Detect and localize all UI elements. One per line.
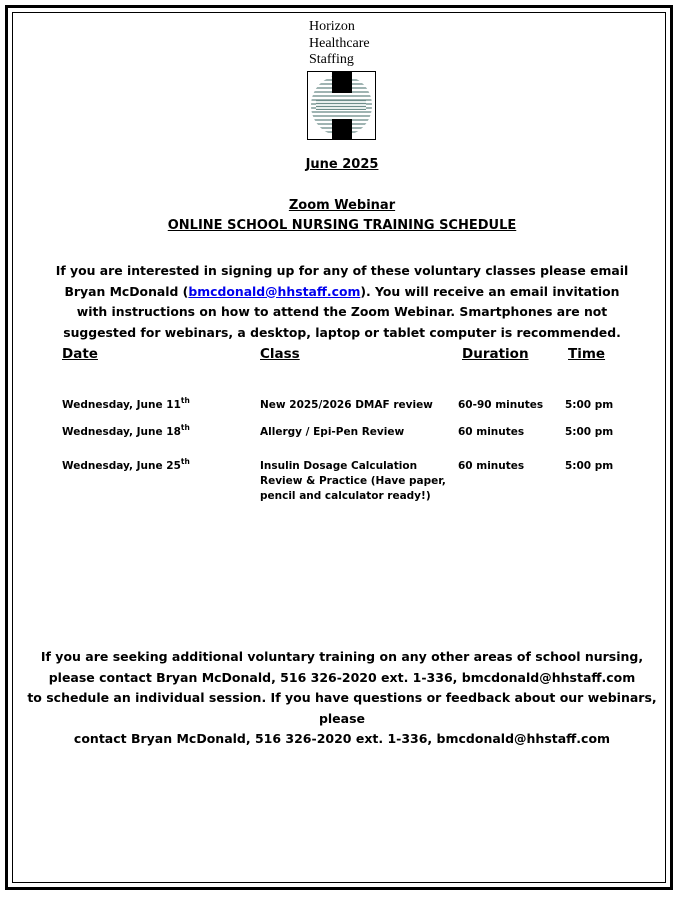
row-date-text: Wednesday, June 18 [62, 426, 181, 438]
row-date [62, 425, 190, 440]
column-header-date: Date [62, 346, 98, 362]
footer-line: to schedule an individual session. If you have questions or feedback about our webinars, please [27, 690, 657, 726]
logo-bar-top [332, 72, 352, 93]
column-header-class: Class [260, 346, 300, 362]
row-class: Allergy / Epi-Pen Review [260, 426, 405, 438]
row-date-text: Wednesday, June 11 [62, 399, 181, 411]
row-time: 5:00 pm [565, 426, 614, 438]
row-duration: 60-90 minutes [458, 399, 544, 411]
intro-paragraph [55, 261, 629, 343]
row-date [62, 398, 190, 413]
month-heading: June 2025 [305, 157, 379, 172]
row-date-suffix: th [180, 396, 190, 405]
column-header-time: Time [568, 346, 606, 362]
company-name-line: Horizon [309, 19, 355, 34]
company-name-line: Staffing [309, 52, 354, 67]
intro-text-before: If you are interested in signing up for any of these voluntary classes please email Bryan McDonald ( [55, 263, 629, 299]
company-name-line: Healthcare [309, 35, 370, 51]
row-time: 5:00 pm [565, 399, 614, 411]
row-time: 5:00 pm [565, 460, 614, 472]
logo-crossbar [316, 100, 366, 110]
row-class: New 2025/2026 DMAF review [260, 399, 433, 411]
row-date-suffix: th [180, 423, 190, 432]
page-border-inner [12, 12, 666, 883]
footer-line: please contact Bryan McDonald, 516 326-2020 ext. 1-336, bmcdonald@hhstaff.com [48, 669, 636, 685]
row-date-suffix: th [180, 457, 190, 466]
column-header-duration: Duration [462, 346, 529, 362]
intro-text-after: ). You will receive an email invitation with instructions on how to attend the Zoom Webinar. Smartphones are not suggested for webinars, a desktop, laptop or tablet computer is recommended. [63, 283, 621, 340]
footer-line: contact Bryan McDonald, 516 326-2020 ext. 1-336, bmcdonald@hhstaff.com [73, 731, 611, 746]
row-date [62, 459, 190, 474]
row-date-text: Wednesday, June 25 [62, 460, 181, 472]
row-duration: 60 minutes [458, 460, 525, 472]
page-title: ONLINE SCHOOL NURSING TRAINING SCHEDULE [167, 218, 517, 233]
email-link[interactable]: bmcdonald@hhstaff.com [188, 283, 361, 299]
logo-bar-bottom [332, 119, 352, 139]
subtitle-heading: Zoom Webinar [288, 198, 396, 213]
footer-line: If you are seeking additional voluntary training on any other areas of school nursing, [40, 649, 644, 664]
company-logo [307, 71, 376, 140]
row-duration: 60 minutes [458, 426, 525, 438]
row-class: Insulin Dosage Calculation Review & Practice (Have paper, pencil and calculator ready!) [260, 460, 446, 502]
footer-paragraph [20, 647, 664, 750]
company-name [309, 19, 419, 69]
